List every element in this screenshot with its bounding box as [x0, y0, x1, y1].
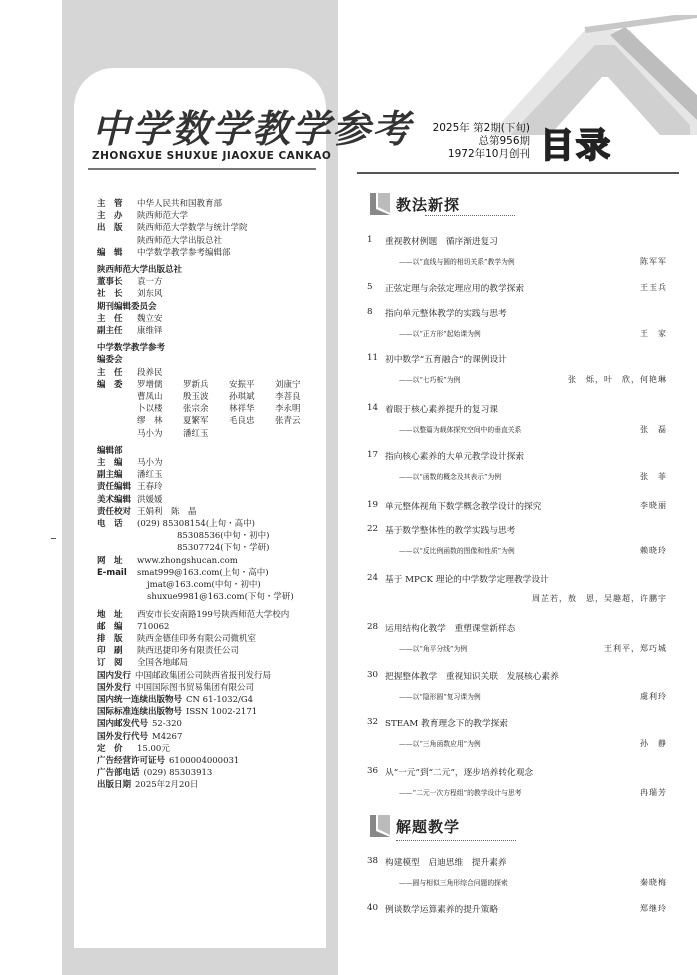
- page-number: 22: [367, 524, 379, 534]
- article-author: 郑继玲: [640, 904, 667, 913]
- article-author: 陈军军: [640, 257, 667, 266]
- article-author: 赖晓玲: [640, 546, 667, 555]
- board-member: 马小为: [137, 428, 163, 439]
- info-label: 订 阅: [97, 658, 123, 669]
- article-author: 孙 静: [640, 739, 667, 748]
- issue-info: [410, 122, 530, 161]
- info-value: 710062: [137, 621, 170, 632]
- article-title: 着眼于核心素养提升的复习课: [385, 405, 498, 415]
- info-label: 副主编: [97, 470, 123, 481]
- info-label: 国外发行: [97, 682, 132, 693]
- info-label: 出 版: [97, 223, 123, 234]
- info-label: 定 价: [97, 743, 123, 754]
- info-value: ISSN 1002-2171: [186, 707, 258, 718]
- article-subtitle: ——以“反比例函数的图像和性质”为例: [399, 547, 515, 555]
- info-label: 印 刷: [97, 646, 123, 657]
- info-value: 陕西金德佳印务有限公司微机室: [137, 633, 257, 644]
- phone-number: 85308536(中旬・初中): [177, 531, 270, 542]
- info-value: 中学数学教学参考编辑部: [137, 247, 231, 258]
- info-label: 国内统一连续出版物号: [97, 694, 183, 705]
- article-subtitle: ——圆与相似三角形综合问题的探索: [399, 879, 508, 887]
- phone-number: (029) 85308154(上旬・高中): [137, 519, 255, 530]
- info-value: 6100004000031: [169, 755, 240, 766]
- decorative-truss-graphic: [490, 15, 697, 135]
- info-value: 52-320: [152, 719, 182, 730]
- article-subtitle: ——“二元一次方程组”的教学设计与思考: [399, 789, 522, 797]
- info-label: 电 话: [97, 519, 123, 530]
- board-member: 刘康宁: [275, 379, 301, 390]
- board-member: 李永明: [275, 404, 301, 415]
- phone-number: 85307724(下旬・学研): [177, 543, 270, 554]
- board-heading: 中学数学教学参考: [97, 343, 166, 354]
- board-member: 安振平: [229, 379, 255, 390]
- toc-entry[interactable]: [367, 717, 667, 749]
- info-label: 副主任: [97, 326, 123, 337]
- section-header: [370, 193, 460, 215]
- section-header: [370, 815, 460, 837]
- toc-entry[interactable]: [367, 766, 667, 798]
- issue-founded: 1972年10月创刊: [447, 148, 530, 160]
- info-value: 2025年2月20日: [135, 780, 199, 791]
- article-author: 秦晓梅: [640, 878, 667, 887]
- article-title: 从“一元”到“二元”，逐步培养转化观念: [385, 768, 534, 778]
- info-label: 主 管: [97, 199, 123, 209]
- page-number: 24: [367, 573, 379, 583]
- board-members: [137, 379, 321, 440]
- toc-entry[interactable]: [367, 670, 667, 702]
- board-member: 曹凤山: [137, 392, 163, 403]
- article-title: 重视教材例题 循序渐进复习: [385, 237, 498, 247]
- article-title: STEAM 教育理念下的教学探索: [385, 719, 508, 729]
- issue-number: 2025年 第2期(下旬): [432, 122, 530, 134]
- logo-divider: [88, 168, 316, 170]
- page-number: 8: [367, 307, 373, 317]
- article-author: 张 菲: [640, 472, 667, 481]
- article-title: 构建模型 启迪思维 提升素养: [385, 858, 507, 868]
- toc-entry[interactable]: [367, 235, 667, 267]
- info-value: 15.00元: [137, 743, 170, 754]
- article-title: 初中数学“五育融合”的课例设计: [385, 355, 507, 365]
- board-member: 张青云: [275, 416, 301, 427]
- article-title: 单元整体视角下数学概念教学设计的探究: [385, 502, 542, 512]
- info-value: 陕西迅捷印务有限责任公司: [137, 646, 240, 657]
- info-label: 邮 编: [97, 621, 123, 632]
- article-author: 冉瑞芳: [640, 788, 667, 797]
- info-label: 责任校对: [97, 506, 132, 517]
- toc-entry[interactable]: [367, 307, 667, 339]
- article-title: 指向核心素养的大单元教学设计探索: [385, 452, 524, 462]
- article-title: 正弦定理与余弦定理应用的教学探索: [385, 284, 524, 294]
- article-title: 基于 MPCK 理论的中学数学定理教学设计: [385, 575, 549, 585]
- article-author: 李晓丽: [640, 501, 667, 510]
- article-subtitle: ——以“正方形”起始课为例: [399, 330, 481, 338]
- committee-heading: 期刊编辑委员会: [97, 301, 157, 312]
- article-subtitle: ——以整篇为载体探究空间中的垂直关系: [399, 426, 522, 434]
- toc-entry[interactable]: [367, 500, 667, 512]
- article-subtitle: ——以“函数的概念及其表示”为例: [399, 473, 502, 481]
- page-number: 28: [367, 622, 379, 632]
- page-number: 14: [367, 403, 379, 413]
- info-value: 中华人民共和国教育部: [137, 199, 223, 209]
- info-label: 董事长: [97, 277, 123, 288]
- article-author: 王利平，郑巧城: [604, 644, 667, 653]
- article-subtitle: ——以“直线与圆的相切关系”教学为例: [399, 258, 515, 266]
- info-label: 主 任: [97, 367, 123, 378]
- info-label: 社 长: [97, 289, 123, 300]
- board-member: 殷玉波: [183, 392, 209, 403]
- info-value: 王娟利 陈 晶: [137, 506, 197, 517]
- info-label: 国内发行: [97, 670, 132, 681]
- info-value: 洪媛媛: [137, 494, 163, 505]
- journal-logo-chinese: 中学数学教学参考: [92, 106, 413, 151]
- board-member: 夏繁军: [183, 416, 209, 427]
- article-subtitle: ——以“隐形圆”复习课为例: [399, 693, 481, 701]
- toc-entry[interactable]: [367, 573, 667, 604]
- info-label: 主 办: [97, 211, 123, 222]
- toc-entry[interactable]: [367, 622, 667, 654]
- article-author: 王玉兵: [640, 283, 667, 292]
- info-label: 责任编辑: [97, 482, 132, 493]
- article-subtitle: ——以“角平分线”为例: [399, 645, 468, 653]
- section-mark-icon: [370, 815, 390, 837]
- info-value: 全国各地邮局: [137, 658, 189, 669]
- board-member: 孙琪斌: [229, 392, 255, 403]
- page-number: 38: [367, 856, 379, 866]
- board-member: 毛良忠: [229, 416, 255, 427]
- info-value: 中国邮政集团公司陕西省报刊发行局: [135, 670, 272, 681]
- header-divider: [357, 172, 679, 174]
- info-value: 魏立安: [137, 313, 163, 324]
- page-number: 19: [367, 500, 379, 510]
- board-subheading: 编委会: [97, 355, 123, 366]
- info-label: 网 址: [97, 555, 123, 566]
- article-subtitle: ——以“三角函数应用”为例: [399, 740, 481, 748]
- info-value: 潘红玉: [137, 470, 163, 481]
- margin-mark: [51, 538, 56, 539]
- info-value: 中国国际图书贸易集团有限公司: [135, 682, 255, 693]
- page-number: 32: [367, 717, 379, 727]
- page-number: 36: [367, 766, 379, 776]
- info-label: 广告经营许可证号: [97, 755, 166, 766]
- journal-logo-english: ZHONGXUE SHUXUE JIAOXUE CANKAO: [92, 150, 332, 162]
- info-value: (029) 85303913: [143, 768, 213, 779]
- toc-entry[interactable]: [367, 524, 667, 556]
- info-value: 王春玲: [137, 482, 163, 493]
- info-label: 美术编辑: [97, 494, 132, 505]
- info-label: 编 委: [97, 379, 123, 390]
- info-label: 国际标准连续出版物号: [97, 707, 183, 718]
- info-label: 出版日期: [97, 780, 132, 791]
- toc-title: 目录: [540, 126, 612, 166]
- email-link[interactable]: jmat@163.com(中旬・初中): [147, 580, 261, 591]
- editorial-heading: 编辑部: [97, 445, 123, 456]
- info-value: 康维铎: [137, 326, 163, 337]
- info-value: 马小为: [137, 458, 163, 469]
- info-value: 袁一方: [137, 277, 163, 288]
- article-title: 把握整体教学 重视知识关联 发展核心素养: [385, 672, 559, 682]
- article-author: 张 烁，叶 欣，何艳琳: [568, 375, 667, 384]
- email-link[interactable]: smat999@163.com(上旬・高中): [137, 567, 269, 578]
- toc-entry[interactable]: [367, 282, 667, 294]
- page-number: 30: [367, 670, 379, 680]
- issue-total: 总第956期: [478, 135, 530, 147]
- info-label: 广告部电话: [97, 768, 140, 779]
- info-label: 地 址: [97, 609, 123, 620]
- article-title: 运用结构化教学 重塑课堂新样态: [385, 624, 516, 634]
- article-author: 虞利玲: [640, 692, 667, 701]
- info-value: 段养民: [137, 367, 163, 378]
- page-number: 1: [367, 235, 373, 245]
- info-value: 陕西师范大学数学与统计学院: [137, 223, 248, 234]
- website-link[interactable]: www.zhongshucan.com: [137, 555, 238, 566]
- board-member: 林祥华: [229, 404, 255, 415]
- section-mark-icon: [370, 193, 390, 215]
- board-member: 潘红玉: [183, 428, 209, 439]
- board-member: 李菩良: [275, 392, 301, 403]
- article-author: 周芷若，敖 恩，吴趣超，许鹏宇: [532, 594, 667, 603]
- section-title: 解题教学: [396, 818, 461, 836]
- toc-entry[interactable]: [367, 450, 667, 482]
- board-member: 缪 林: [137, 416, 163, 427]
- section-title: 教法新探: [396, 196, 461, 214]
- info-label: 主 任: [97, 313, 123, 324]
- info-label: 国外发行代号: [97, 731, 149, 742]
- board-member: 罗新兵: [183, 379, 209, 390]
- page-number: 40: [367, 903, 379, 913]
- info-value: CN 61-1032/G4: [186, 694, 254, 705]
- info-value: 刘东风: [137, 289, 163, 300]
- info-label: E-mail: [97, 567, 127, 578]
- info-label: 主 编: [97, 458, 123, 469]
- toc-entry[interactable]: [367, 856, 667, 888]
- toc-entry[interactable]: [367, 903, 667, 915]
- info-label: 编 辑: [97, 247, 123, 258]
- info-value: M4267: [152, 731, 183, 742]
- section-underline: [396, 840, 516, 841]
- info-label: 排 版: [97, 633, 123, 644]
- article-author: 张 磊: [640, 425, 667, 434]
- board-member: 张宗余: [183, 404, 209, 415]
- info-value: 陕西师范大学出版总社: [137, 235, 223, 246]
- toc-entry[interactable]: [367, 403, 667, 435]
- article-author: 王 家: [640, 329, 667, 338]
- article-title: 例谈数学运算素养的提升策略: [385, 905, 498, 915]
- page-number: 5: [367, 282, 373, 292]
- board-member: 罗增儒: [137, 379, 163, 390]
- info-value: 陕西师范大学: [137, 211, 189, 222]
- article-title: 指向单元整体教学的实践与思考: [385, 309, 507, 319]
- page-number: 17: [367, 450, 379, 460]
- publisher-info: [97, 198, 321, 792]
- toc-entry[interactable]: [367, 353, 667, 385]
- page-number: 11: [367, 353, 379, 363]
- press-group-heading: 陕西师范大学出版总社: [97, 265, 183, 276]
- info-label: 国内邮发代号: [97, 719, 149, 730]
- section-underline: [425, 215, 515, 216]
- info-value: 西安市长安南路199号陕西师范大学校内: [137, 609, 290, 620]
- article-subtitle: ——以“七巧板”为例: [399, 376, 461, 384]
- email-link[interactable]: shuxue9981@163.com(下旬・学研): [147, 592, 294, 603]
- article-title: 基于数学整体性的教学实践与思考: [385, 526, 516, 536]
- board-member: 卜以楼: [137, 404, 163, 415]
